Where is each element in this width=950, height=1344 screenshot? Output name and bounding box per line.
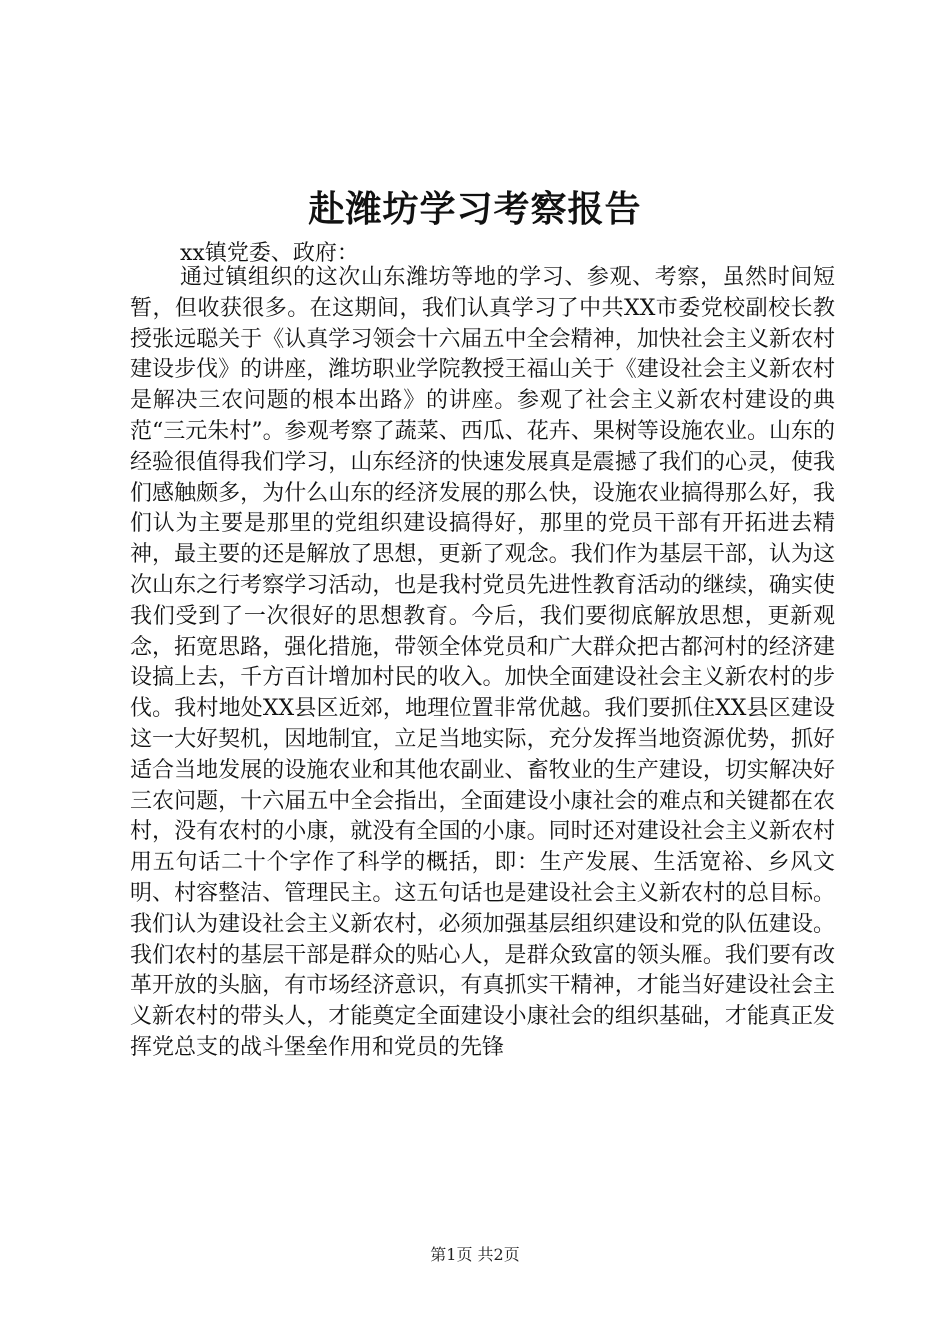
body-paragraph: 通过镇组织的这次山东潍坊等地的学习、参观、考察，虽然时间短暂，但收获很多。在这期间，我们认真学习了中共XX市委党校副校长教授张远聪关于《认真学习领会十六届五中全会精神，加快社会主义新农村建设步伐》的讲座，潍坊职业学院教授王福山关于《建设社会主义新农村是解决三农问题的根本出路》的讲座。参观了社会主义新农村建设的典范“三元朱村”。参观考察了蔬菜、西瓜、花卉、果树等设施农业。山东的经验很值得我们学习，山东经济的快速发展真是震撼了我们的心灵，使我们感触颇多，为什么山东的经济发展的那么快，设施农业搞得那么好，我们认为主要是那里的党组织建设搞得好，那里的党员干部有开拓进去精神，最主要的还是解放了思想，更新了观念。我们作为基层干部，认为这次山东之行考察学习活动，也是我村党员先进性教育活动的继续，确实使我们受到了一次很好的思想教育。今后，我们要彻底解放思想，更新观念，拓宽思路，强化措施，带领全体党员和广大群众把古都河村的经济建设搞上去，千方百计增加村民的收入。加快全面建设社会主义新农村的步伐。我村地处XX县区近郊，地理位置非常优越。我们要抓住XX县区建设这一大好契机，因地制宜，立足当地实际，充分发挥当地资源优势，抓好适合当地发展的设施农业和其他农副业、畜牧业的生产建设，切实解决好三农问题，十六届五中全会指出，全面建设小康社会的难点和关键都在农村，没有农村的小康，就没有全国的小康。同时还对建设社会主义新农村用五句话二十个字作了科学的概括，即：生产发展、生活宽裕、乡风文明、村容整洁、管理民主。这五句话也是建设社会主义新农村的总目标。我们认为建设社会主义新农村，必须加强基层组织建设和党的队伍建设。我们农村的基层干部是群众的贴心人，是群众致富的领头雁。我们要有改革开放的头脑，有市场经济意识，有真抓实干精神，才能当好建设社会主义新农村的带头人，才能奠定全面建设小康社会的组织基础，才能真正发挥党总支的战斗堡垒作用和党员的先锋	[130, 265, 835, 1060]
document-title: 赴潍坊学习考察报告	[308, 188, 642, 230]
page-footer: 第1页 共2页	[430, 1245, 520, 1264]
salutation: xx镇党委、政府：	[180, 241, 359, 266]
document-body	[130, 263, 835, 1064]
